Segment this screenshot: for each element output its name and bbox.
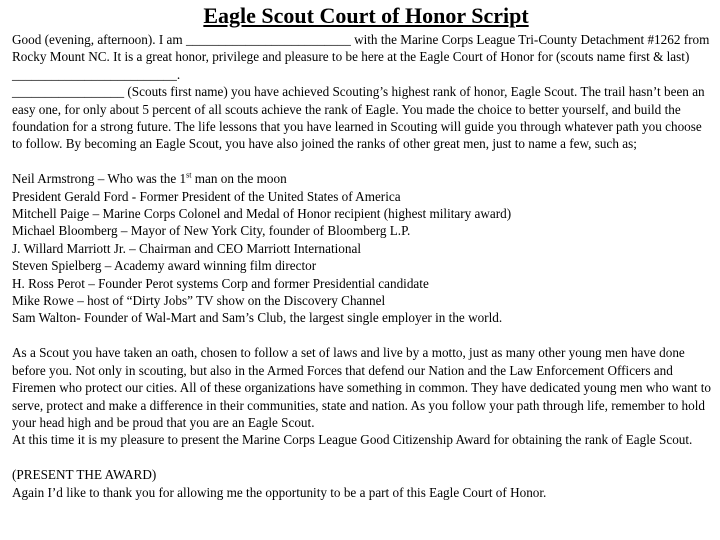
- closing-paragraph: Again I’d like to thank you for allowing me the opportunity to be a part of this Eagle Court of Honor.: [12, 484, 547, 500]
- notable-eagles-list: [12, 170, 714, 327]
- spacer: [12, 153, 714, 170]
- list-item-text: man on the moon: [191, 171, 287, 187]
- list-item: Sam Walton- Founder of Wal-Mart and Sam’s Club, the largest single employer in the world.: [12, 310, 503, 326]
- list-item: Michael Bloomberg – Mayor of New York City, founder of Bloomberg L.P.: [12, 223, 411, 239]
- list-item-text: Neil Armstrong – Who was the 1: [12, 171, 187, 187]
- list-item: H. Ross Perot – Founder Perot systems Corp and former Presidential candidate: [12, 275, 429, 291]
- list-item: President Gerald Ford - Former President of the United States of America: [12, 188, 401, 204]
- achievement-paragraph: _________________ (Scouts first name) you have achieved Scouting’s highest rank of honor, Eagle Scout. The trail hasn’t been an easy one, for only about 5 percent of all scouts achieve the rank of Eagle. You made the choice to better yourself, and build the foundation for a strong future. The life lessons that you have learned in Scouting will guide you through whatever path you choose to follow. By becoming an Eagle Scout, you have also joined the ranks of other great men, just to name a few, such as;: [12, 84, 705, 152]
- list-item: Steven Spielberg – Academy award winning film director: [12, 258, 317, 274]
- present-award-instruction: (PRESENT THE AWARD): [12, 467, 157, 483]
- list-item: Mike Rowe – host of “Dirty Jobs” TV show on the Discovery Channel: [12, 293, 386, 309]
- list-item: Mitchell Paige – Marine Corps Colonel and Medal of Honor recipient (highest military award): [12, 206, 512, 222]
- intro-paragraph: Good (evening, afternoon). I am _________________________ with the Marine Corps League Tri-County Detachment #1262 from Rocky Mount NC. It is a great honor, privilege and pleasure to be here at the Eagle Court of Honor for (scouts name first & last) _________________________.: [12, 32, 710, 82]
- spacer: [12, 327, 714, 344]
- award-paragraph: At this time it is my pleasure to present the Marine Corps League Good Citizenship Award for obtaining the rank of Eagle Scout.: [12, 432, 693, 448]
- oath-paragraph: As a Scout you have taken an oath, chosen to follow a set of laws and live by a motto, just as many other young men have done before you. Not only in scouting, but also in the Armed Forces that defend our Nation and the Law Enforcement Officers and Firemen who protect our cities. All of these organizations have something in common. They have dedicated young men who want to serve, protect and make a difference in their communities, state and nation. As you follow your path through life, remember to hold your head high and be proud that you are an Eagle Scout.: [12, 345, 712, 430]
- page-title: Eagle Scout Court of Honor Script: [203, 3, 529, 28]
- ordinal-suffix: st: [186, 170, 192, 180]
- spacer: [12, 449, 714, 466]
- list-item: J. Willard Marriott Jr. – Chairman and CEO Marriott International: [12, 240, 361, 256]
- list-item: [12, 170, 714, 187]
